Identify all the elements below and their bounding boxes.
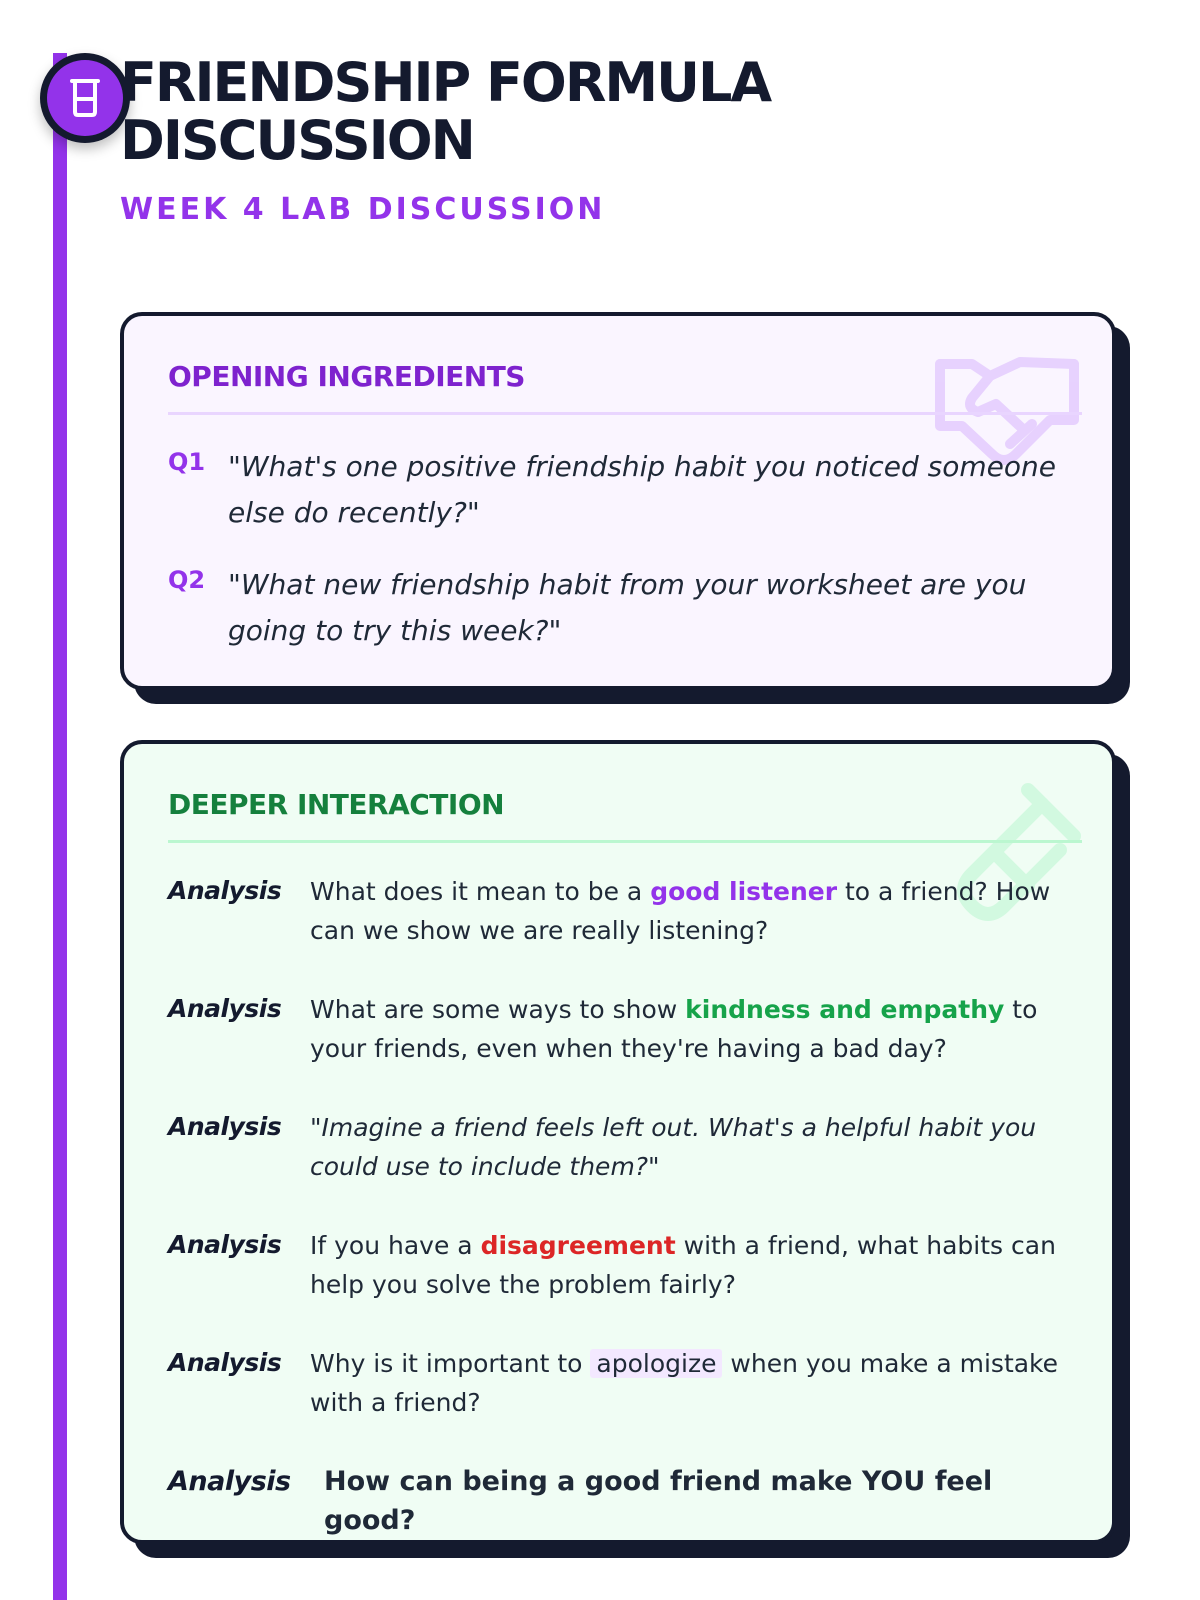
deeper-interaction-card xyxy=(120,740,1116,1544)
analysis-label: Analysis xyxy=(168,1230,282,1259)
question-row xyxy=(168,444,1068,536)
analysis-text xyxy=(310,990,1088,1068)
analysis-row xyxy=(168,1108,1088,1186)
analysis-label: Analysis xyxy=(168,1112,282,1141)
highlight-apologize: apologize xyxy=(590,1349,722,1378)
analysis-label: Analysis xyxy=(168,1348,282,1377)
analysis-text-part: to a friend? How can we show we are really listening? xyxy=(310,877,1051,945)
left-accent-rule xyxy=(53,53,67,1600)
analysis-text-part: with a friend, what habits can help you solve the problem fairly? xyxy=(310,1231,1056,1299)
page-subtitle: WEEK 4 LAB DISCUSSION xyxy=(120,192,606,227)
highlight-disagreement: disagreement xyxy=(480,1231,676,1260)
question-text: "What's one positive friendship habit you noticed someone else do recently?" xyxy=(228,450,1056,529)
divider xyxy=(168,840,1082,843)
deeper-interaction-heading: DEEPER INTERACTION xyxy=(168,788,505,821)
analysis-row xyxy=(168,990,1088,1068)
analysis-text xyxy=(310,1344,1088,1422)
question-row xyxy=(168,562,1068,654)
analysis-text xyxy=(310,872,1088,950)
analysis-text: "Imagine a friend feels left out. What's a helpful habit you could use to include them?" xyxy=(310,1113,1037,1181)
analysis-text-part: to your friends, even when they're having a bad day? xyxy=(310,995,1038,1063)
analysis-text-part: What are some ways to show xyxy=(310,995,686,1024)
page-title xyxy=(120,51,771,172)
question-label: Q2 xyxy=(168,566,206,594)
analysis-text-part: when you make a mistake with a friend? xyxy=(310,1349,1059,1417)
beaker-icon xyxy=(47,60,123,136)
analysis-row xyxy=(168,1462,1088,1540)
analysis-label: Analysis xyxy=(168,876,282,905)
opening-ingredients-heading: OPENING INGREDIENTS xyxy=(168,360,525,393)
analysis-row xyxy=(168,872,1088,950)
highlight-kindness-empathy: kindness and empathy xyxy=(685,995,1005,1024)
analysis-row xyxy=(168,1344,1088,1422)
analysis-row xyxy=(168,1226,1088,1304)
opening-ingredients-card xyxy=(120,312,1116,690)
analysis-text-part: If you have a xyxy=(310,1231,481,1260)
beaker-icon-svg xyxy=(68,78,102,118)
question-text: "What new friendship habit from your worksheet are you going to try this week?" xyxy=(228,568,1027,647)
page-title-line-2: DISCUSSION xyxy=(120,109,474,172)
analysis-text-part: What does it mean to be a xyxy=(310,877,651,906)
question-label: Q1 xyxy=(168,448,206,476)
highlight-good-listener: good listener xyxy=(650,877,838,906)
analysis-label: Analysis xyxy=(168,1466,291,1497)
header-badge xyxy=(40,53,130,143)
analysis-label: Analysis xyxy=(168,994,282,1023)
page-title-line-1: FRIENDSHIP FORMULA xyxy=(120,51,771,114)
analysis-text: How can being a good friend make YOU feel good? xyxy=(324,1466,993,1536)
divider xyxy=(168,412,1082,415)
analysis-text-part: Why is it important to xyxy=(310,1349,591,1378)
analysis-text xyxy=(310,1226,1088,1304)
